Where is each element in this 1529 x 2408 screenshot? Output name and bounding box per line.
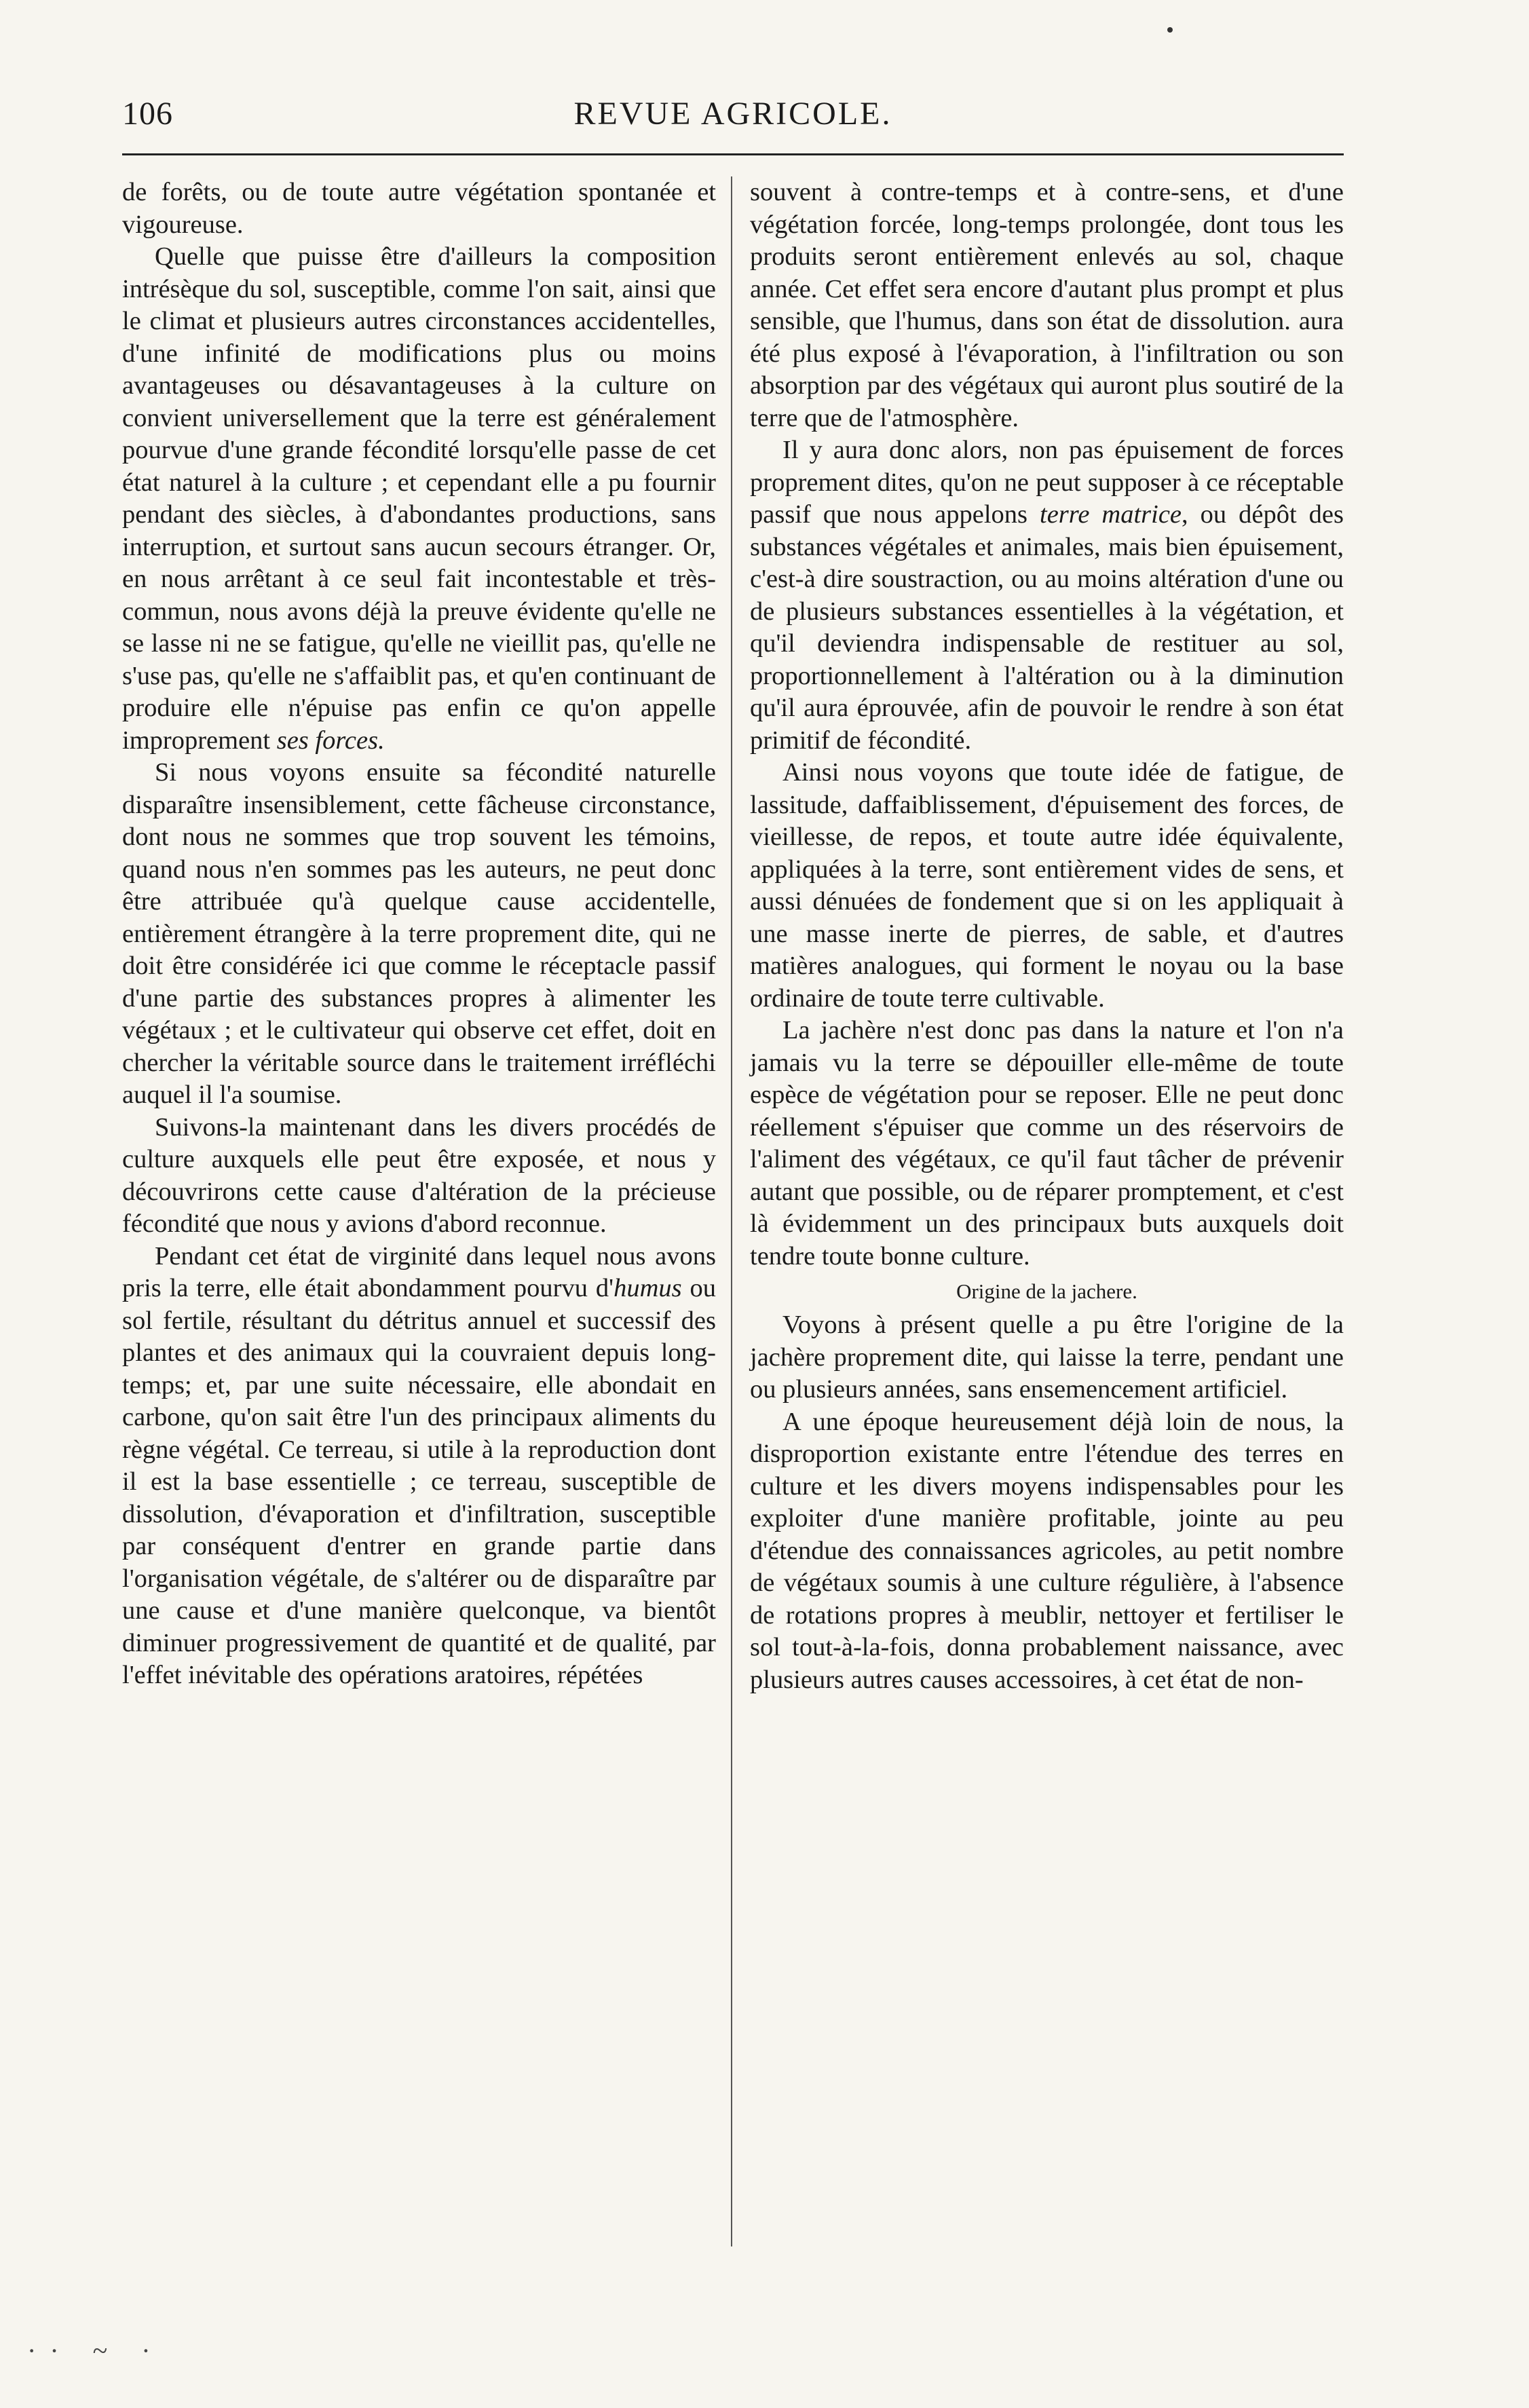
left-column (122, 176, 716, 1692)
column-divider (731, 176, 732, 2246)
italic-term: ses forces. (276, 726, 385, 755)
ink-specks: ·· ~ · (27, 2335, 164, 2366)
paragraph: Pendant cet état de virginité dans lequel nous avons pris la terre, elle était abondamment pourvu d'humus ou sol fertile, résultant du détritus annuel et successif des plantes et des animaux qui la couvraient depuis long-temps; et, par une suite nécessaire, elle abondait en carbone, qu'on sait être l'un des principaux aliments du règne végétal. Ce terreau, si utile à la reproduction dont il est la base essentielle ; ce terreau, susceptible de dissolution, d'évaporation et d'infiltration, susceptible par conséquent d'entrer en grande partie dans l'organisation végétale, de s'altérer ou de disparaître par une cause et d'une manière quelconque, va bientôt diminuer progressivement de quantité et de qualité, par l'effet inévitable des opérations aratoires, répétées (122, 1241, 717, 1689)
paragraph: A une époque heureusement déjà loin de nous, la disproportion existante entre l'étendue des terres en culture et les divers moyens indispensables pour les exploiter d'une manière profitable, jointe au peu d'étendue des connaissances agricoles, au petit nombre de végétaux soumis à une culture régulière, à l'absence de rotations propres à meublir, nettoyer et fertiliser le sol tout-à-la-fois, donna probablement naissance, avec plusieurs autres causes accessoires, à cet état de non- (750, 1407, 1344, 1694)
ink-speck (1167, 27, 1173, 33)
section-heading: Origine de la jachere. (956, 1279, 1137, 1303)
running-title: REVUE AGRICOLE. (573, 96, 892, 132)
paragraph: Quelle que puisse être d'ailleurs la composition intrésèque du sol, susceptible, comme l'on sait, ainsi que le climat et plusieurs autres circonstances accidentelles, d'une infinité de modifications plus ou moins avantageuses ou désavantageuses à la culture on convient universellement que la terre est généralement pourvue d'une grande fécondité lorsqu'elle passe de cet état naturel à la culture ; et cependant elle a pu fournir pendant des siècles, à d'abondantes productions, sans interruption, et surtout sans aucun secours étranger. Or, en nous arrêtant à ce seul fait incontestable et très-commun, nous avons déjà la preuve évidente qu'elle ne se lasse ni ne se fatigue, qu'elle ne vieillit pas, qu'elle ne s'use pas, qu'elle ne s'affaiblit pas, et qu'en continuant de produire elle n'épuise pas enfin ce qu'on appelle improprement ses forces. (122, 242, 716, 755)
page-header (122, 95, 1344, 149)
paragraph: Si nous voyons ensuite sa fécondité naturelle disparaître insensiblement, cette fâcheuse circonstance, dont nous ne sommes que trop souvent les témoins, quand nous n'en sommes pas les auteurs, ne peut donc être attribuée qu'à quelque cause accidentelle, entièrement étrangère à la terre proprement dite, qui ne doit être considérée ici que comme le réceptacle passif d'une partie des substances propres à alimenter les végétaux ; et le cultivateur qui observe cet effet, doit en chercher la véritable source dans le traitement irréfléchi auquel il l'a soumise. (122, 758, 716, 1109)
paragraph: Voyons à présent quelle a pu être l'origine de la jachère proprement dite, qui laisse la terre, pendant une ou plusieurs années, sans ensemencement artificiel. (750, 1311, 1344, 1404)
book-page (122, 95, 1344, 2267)
paragraph: Suivons-la maintenant dans les divers procédés de culture auxquels elle peut être exposée, et nous y découvrirons cette cause d'altération de la précieuse fécondité que nous y avions d'abord reconnue. (122, 1112, 716, 1238)
paragraph: La jachère n'est donc pas dans la nature et l'on n'a jamais vu la terre se dépouiller elle-même de toute espèce de végétation pour se reposer. Elle ne peut donc réellement s'épuiser que comme un des réservoirs de l'aliment des végétaux, ce qu'il faut tâcher de prévenir autant que possible, ou de réparer promptement, et c'est là évidemment un des principaux buts auxquels doit tendre toute bonne culture. (750, 1016, 1344, 1271)
right-column (750, 176, 1344, 1696)
paragraph: Il y aura donc alors, non pas épuisement de forces proprement dites, qu'on ne peut supposer à ce réceptable passif que nous appelons terre matrice, ou dépôt des substances végétales et animales, mais bien épuisement, c'est-à dire soustraction, ou au moins altération d'une ou de plusieurs substances essentielles à la végétation, et qu'il deviendra indispensable de restituer au sol, proportionnellement à l'altération ou à la diminution qu'il aura éprouvée, afin de pouvoir le rendre à son état primitif de fécondité. (750, 436, 1344, 755)
header-rule (122, 153, 1344, 155)
paragraph: souvent à contre-temps et à contre-sens, et d'une végétation forcée, long-temps prolongée, dont tous les produits seront entièrement enlevés au sol, chaque année. Cet effet sera encore d'autant plus prompt et plus sensible, que l'humus, dans son état de dissolution. aura été plus exposé à l'évaporation, à l'infiltration ou son absorption par des végétaux qui auront plus soutiré de la terre que de l'atmosphère. (750, 178, 1344, 432)
page-number: 106 (122, 96, 173, 132)
italic-term: terre matrice (1040, 500, 1182, 529)
paragraph: de forêts, ou de toute autre végétation spontanée et vigoureuse. (122, 178, 716, 239)
italic-term: humus (614, 1274, 682, 1302)
paragraph: Ainsi nous voyons que toute idée de fatigue, de lassitude, daffaiblissement, d'épuisement des forces, de vieillesse, de repos, et toute autre idée équivalente, appliquées à la terre, sont entièrement vides de sens, et aussi dénuées de fondement que si on les appliquait à une masse inerte de pierres, de sable, et d'autres matières analogues, qui forment le noyau ou la base ordinaire de toute terre cultivable. (750, 758, 1344, 1013)
